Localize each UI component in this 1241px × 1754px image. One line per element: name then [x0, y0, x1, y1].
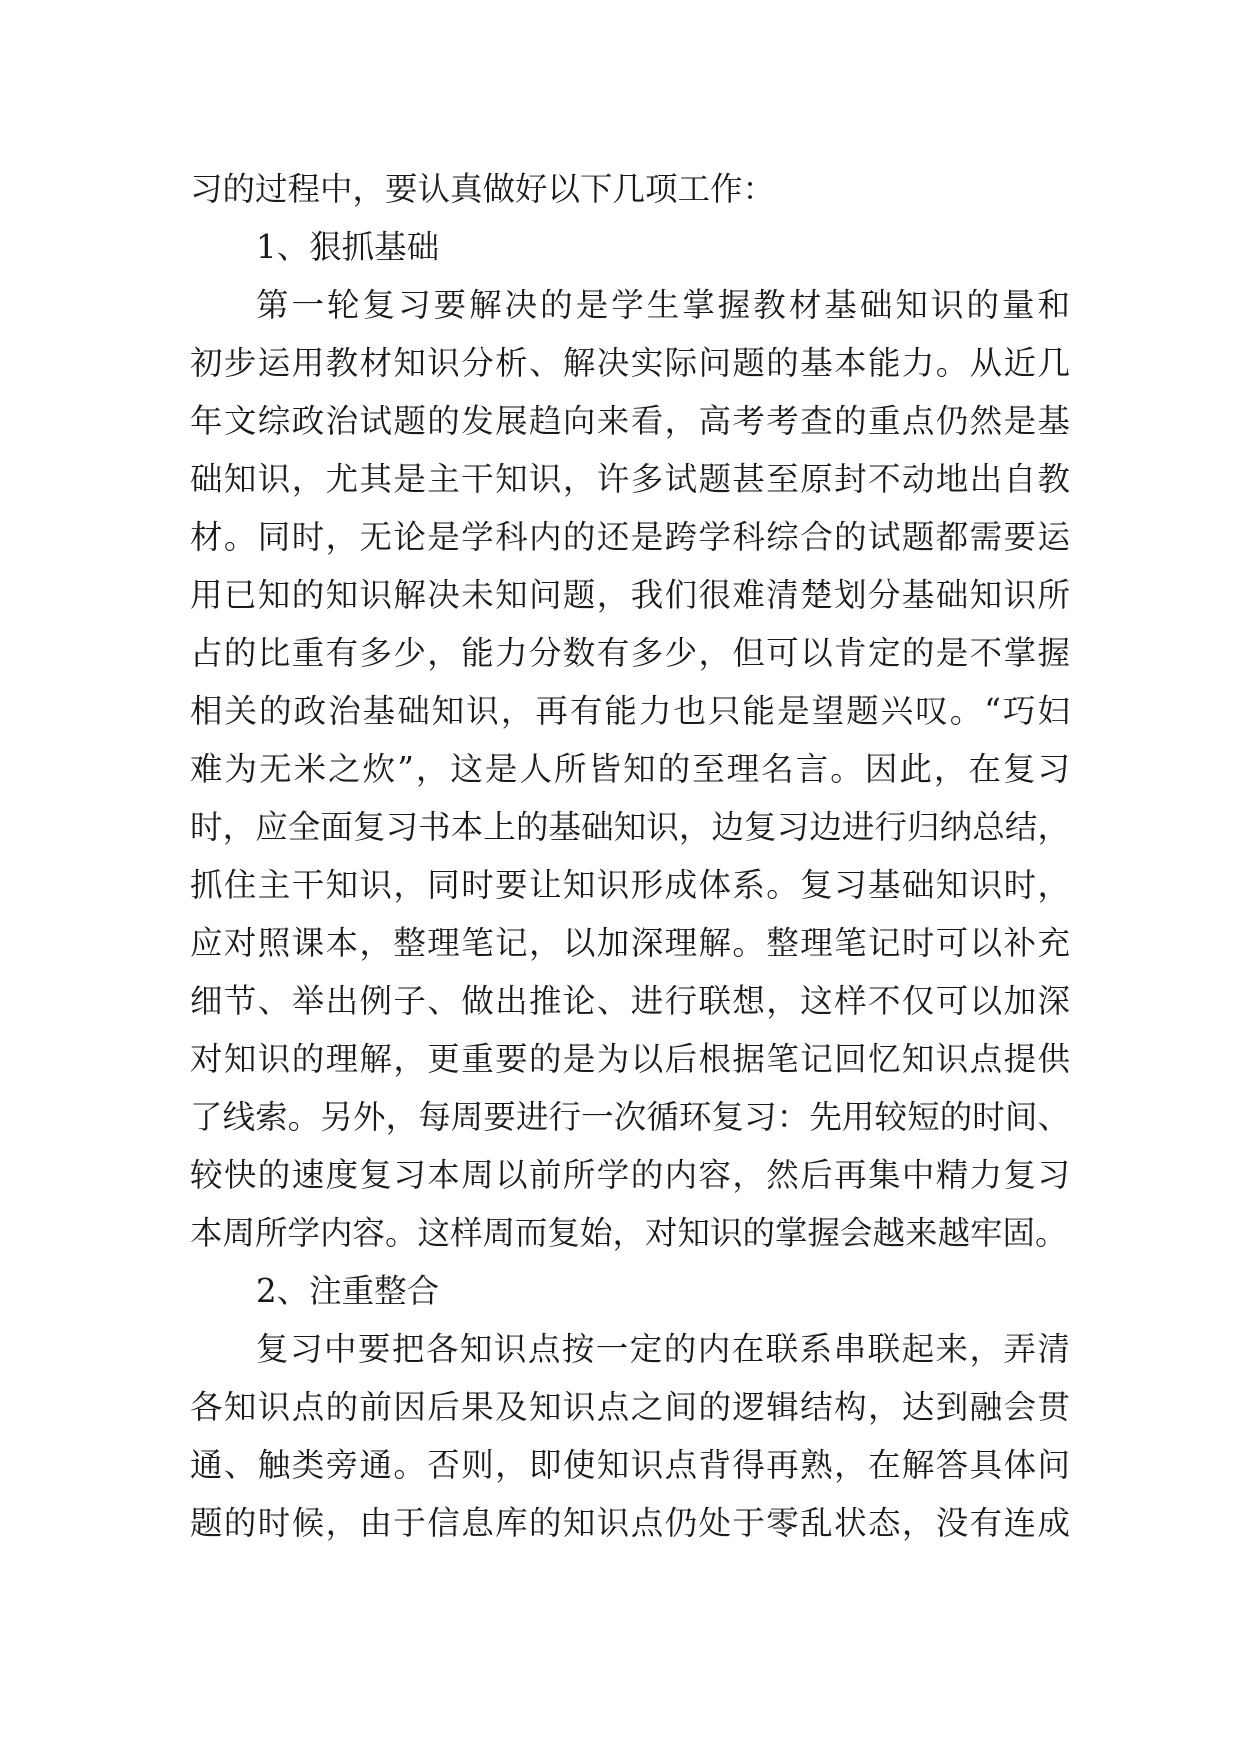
text-line: 材。同时，无论是学科内的还是跨学科综合的试题都需要运 — [190, 518, 1070, 556]
text-line: 相关的政治基础知识，再有能力也只能是望题兴叹。“巧妇 — [190, 692, 1070, 730]
text-line: 复习中要把各知识点按一定的内在联系串联起来，弄清 — [256, 1330, 1070, 1368]
text-line: 了线索。另外，每周要进行一次循环复习：先用较短的时间、 — [190, 1098, 1070, 1136]
text-line: 2、注重整合 — [256, 1272, 440, 1310]
text-line: 细节、举出例子、做出推论、进行联想，这样不仅可以加深 — [190, 982, 1070, 1020]
body-text — [190, 160, 1070, 1552]
text-line: 习的过程中，要认真做好以下几项工作： — [190, 170, 776, 208]
text-line: 对知识的理解，更重要的是为以后根据笔记回忆知识点提供 — [190, 1040, 1070, 1078]
text-line: 年文综政治试题的发展趋向来看，高考考查的重点仍然是基 — [190, 402, 1070, 440]
text-line: 占的比重有多少，能力分数有多少，但可以肯定的是不掌握 — [190, 634, 1070, 672]
text-line: 通、触类旁通。否则，即使知识点背得再熟，在解答具体问 — [190, 1446, 1070, 1484]
text-line: 各知识点的前因后果及知识点之间的逻辑结构，达到融会贯 — [190, 1388, 1070, 1426]
text-line: 本周所学内容。这样周而复始，对知识的掌握会越来越牢固。 — [190, 1214, 1068, 1252]
text-line: 题的时候，由于信息库的知识点仍处于零乱状态，没有连成 — [190, 1504, 1070, 1542]
text-line: 第一轮复习要解决的是学生掌握教材基础知识的量和 — [256, 286, 1070, 324]
text-line: 较快的速度复习本周以前所学的内容，然后再集中精力复习 — [190, 1156, 1070, 1194]
text-line: 应对照课本，整理笔记，以加深理解。整理笔记时可以补充 — [190, 924, 1070, 962]
text-line: 用已知的知识解决未知问题，我们很难清楚划分基础知识所 — [190, 576, 1070, 614]
text-line: 础知识，尤其是主干知识，许多试题甚至原封不动地出自教 — [190, 460, 1070, 498]
text-line: 抓住主干知识，同时要让知识形成体系。复习基础知识时， — [190, 866, 1070, 904]
text-line: 难为无米之炊”，这是人所皆知的至理名言。因此，在复习 — [190, 750, 1070, 788]
text-line: 时，应全面复习书本上的基础知识，边复习边进行归纳总结， — [190, 808, 1070, 846]
text-line: 1、狠抓基础 — [256, 228, 440, 266]
text-line: 初步运用教材知识分析、解决实际问题的基本能力。从近几 — [190, 344, 1070, 382]
